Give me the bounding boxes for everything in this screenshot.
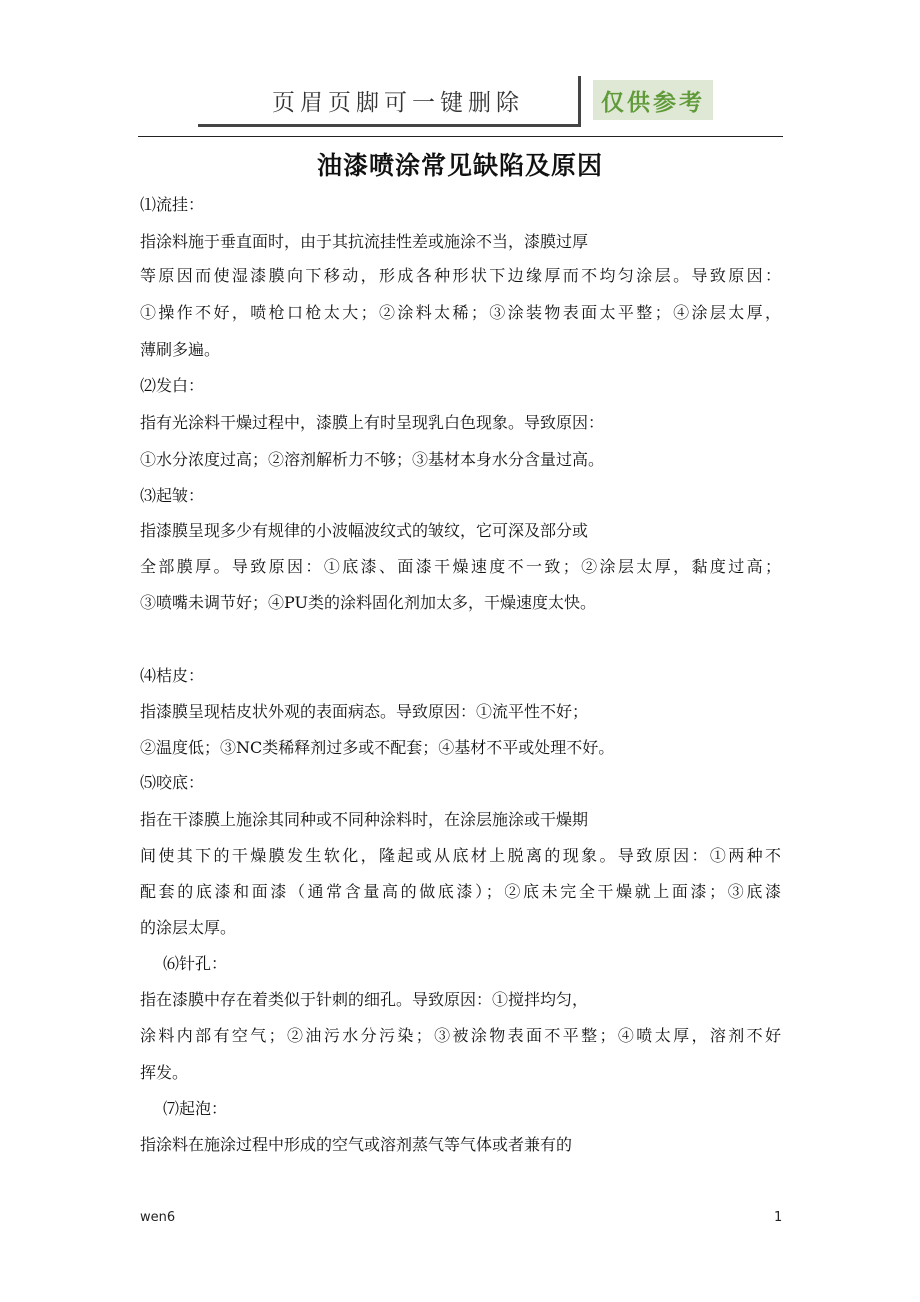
paragraph-line: 指在漆膜中存在着类似于针刺的细孔。导致原因：①搅拌均匀， bbox=[140, 990, 589, 1009]
section-heading-3: ⑶起皱： bbox=[140, 486, 205, 505]
header-badge: 仅供参考 bbox=[593, 80, 713, 120]
paragraph-line: 涂料内部有空气；②油污水分污染；③被涂物表面不平整；④喷太厚，溶剂不好 bbox=[140, 1026, 781, 1045]
section-heading-5: ⑸咬底： bbox=[140, 773, 205, 792]
paragraph-line: 薄刷多遍。 bbox=[140, 340, 221, 359]
section-heading-4: ⑷桔皮： bbox=[140, 666, 205, 685]
section-heading-6: ⑹针孔： bbox=[163, 954, 228, 973]
paragraph-line: 间使其下的干燥膜发生软化，隆起或从底材上脱离的现象。导致原因：①两种不 bbox=[140, 846, 781, 865]
paragraph-line: 指漆膜呈现多少有规律的小波幅波纹式的皱纹，它可深及部分或 bbox=[140, 521, 589, 540]
paragraph-line: 指在干漆膜上施涂其同种或不同种涂料时，在涂层施涂或干燥期 bbox=[140, 810, 589, 829]
paragraph-line: 的涂层太厚。 bbox=[140, 918, 237, 937]
header-underline bbox=[198, 124, 578, 127]
section-heading-1: ⑴流挂： bbox=[140, 195, 205, 214]
paragraph-line: 指涂料施于垂直面时，由于其抗流挂性差或施涂不当，漆膜过厚 bbox=[140, 232, 589, 251]
document-title: 油漆喷涂常见缺陷及原因 bbox=[316, 151, 603, 180]
section-heading-2: ⑵发白： bbox=[140, 376, 205, 395]
section-heading-7: ⑺起泡： bbox=[163, 1099, 228, 1118]
paragraph-line: 指漆膜呈现桔皮状外观的表面病态。导致原因：①流平性不好； bbox=[140, 702, 589, 721]
paragraph-line: ③喷嘴未调节好；④PU类的涂料固化剂加太多，干燥速度太快。 bbox=[140, 593, 596, 612]
paragraph-line: 全部膜厚。导致原因：①底漆、面漆干燥速度不一致；②涂层太厚，黏度过高； bbox=[140, 557, 781, 576]
footer-left-text: wen6 bbox=[140, 1210, 176, 1225]
paragraph-line: ①操作不好，喷枪口枪太大；②涂料太稀；③涂装物表面太平整；④涂层太厚， bbox=[140, 303, 781, 322]
paragraph-line: 配套的底漆和面漆（通常含量高的做底漆）；②底未完全干燥就上面漆；③底漆 bbox=[140, 882, 781, 901]
paragraph-line: ②温度低；③NC类稀释剂过多或不配套；④基材不平或处理不好。 bbox=[140, 738, 615, 757]
paragraph-line: 指涂料在施涂过程中形成的空气或溶剂蒸气等气体或者兼有的 bbox=[140, 1135, 573, 1154]
page-number: 1 bbox=[774, 1210, 783, 1225]
paragraph-line: 指有光涂料干燥过程中，漆膜上有时呈现乳白色现象。导致原因： bbox=[140, 413, 605, 432]
header-divider bbox=[578, 76, 581, 127]
header-rule bbox=[138, 136, 783, 137]
header-text: 页眉页脚可一键删除 bbox=[272, 90, 524, 116]
paragraph-line: 挥发。 bbox=[140, 1063, 189, 1082]
paragraph-line: ①水分浓度过高；②溶剂解析力不够；③基材本身水分含量过高。 bbox=[140, 450, 605, 469]
paragraph-line: 等原因而使湿漆膜向下移动，形成各种形状下边缘厚而不均匀涂层。导致原因： bbox=[140, 266, 781, 285]
